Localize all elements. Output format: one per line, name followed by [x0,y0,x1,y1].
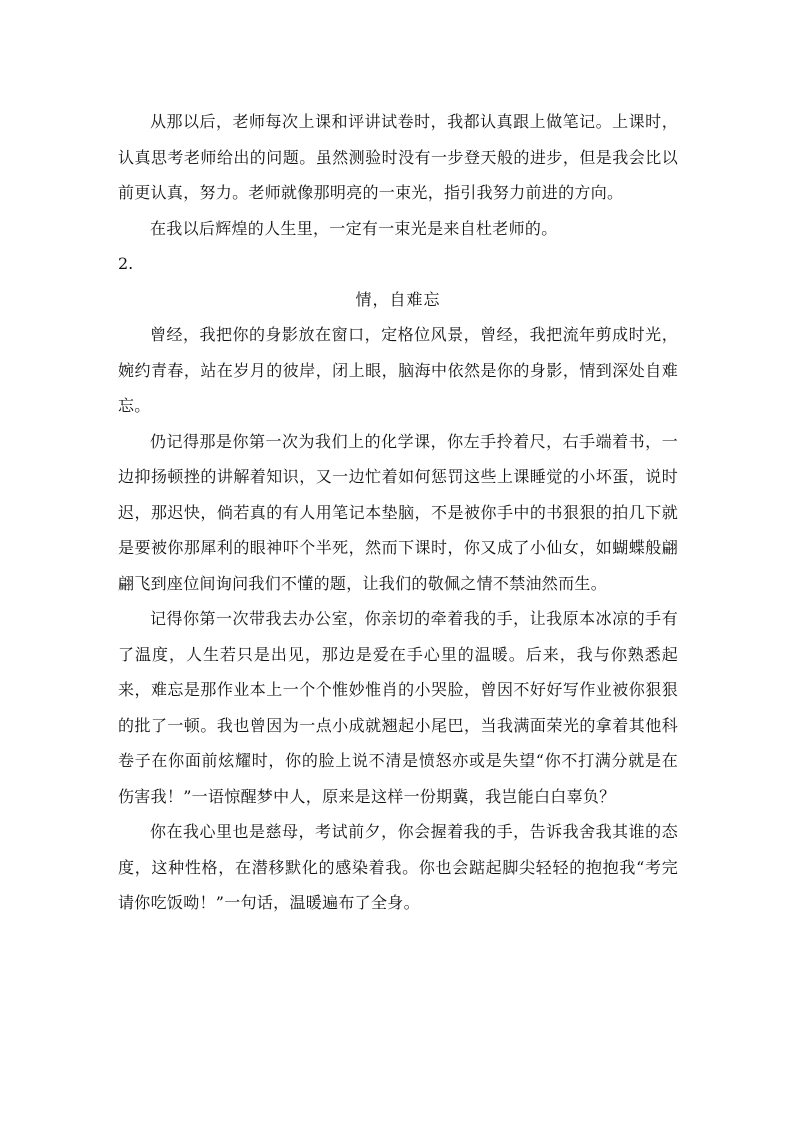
paragraph: 仍记得那是你第一次为我们上的化学课，你左手拎着尺，右手端着书，一边抑扬顿挫的讲解着知识，又一边忙着如何惩罚这些上课睡觉的小坏蛋，说时迟，那迟快，倘若真的有人用笔记本垫脑，不是被你手中的书狠狠的拍几下就是要被你那犀利的眼神吓个半死，然而下课时，你又成了小仙女，如蝴蝶般翩翩飞到座位间询问我们不懂的题，让我们的敬佩之情不禁油然而生。 [118,431,678,593]
paragraph: 在我以后辉煌的人生里，一定有一束光是来自杜老师的。 [150,218,558,238]
document-body [118,104,678,921]
essay-title: 情，自难忘 [355,289,441,309]
item-number: 2. [118,254,134,273]
paragraph: 从那以后，老师每次上课和评讲试卷时，我都认真跟上做笔记。上课时，认真思考老师给出的问题。虽然测验时没有一步登天般的进步，但是我会比以前更认真，努力。老师就像那明亮的一束光，指引我努力前进的方向。 [118,112,678,202]
paragraph: 曾经，我把你的身影放在窗口，定格位风景，曾经，我把流年剪成时光，婉约青春，站在岁月的彼岸，闭上眼，脑海中依然是你的身影，情到深处自难忘。 [118,325,678,415]
paragraph: 记得你第一次带我去办公室，你亲切的牵着我的手，让我原本冰凉的手有了温度，人生若只是出见，那边是爱在手心里的温暖。后来，我与你熟悉起来，难忘是那作业本上一个个惟妙惟肖的小哭脸，曾因不好好写作业被你狠狠的批了一顿。我也曾因为一点小成就翘起小尾巴，当我满面荣光的拿着其他科卷子在你面前炫耀时，你的脸上说不清是愤怒亦或是失望“你不打满分就是在伤害我！”一语惊醒梦中人，原来是这样一份期冀，我岂能白白辜负？ [118,609,678,806]
paragraph: 你在我心里也是慈母，考试前夕，你会握着我的手，告诉我舍我其谁的态度，这种性格，在潜移默化的感染着我。你也会踮起脚尖轻轻的抱抱我“考完请你吃饭呦！”一句话，温暖遍布了全身。 [118,822,678,912]
